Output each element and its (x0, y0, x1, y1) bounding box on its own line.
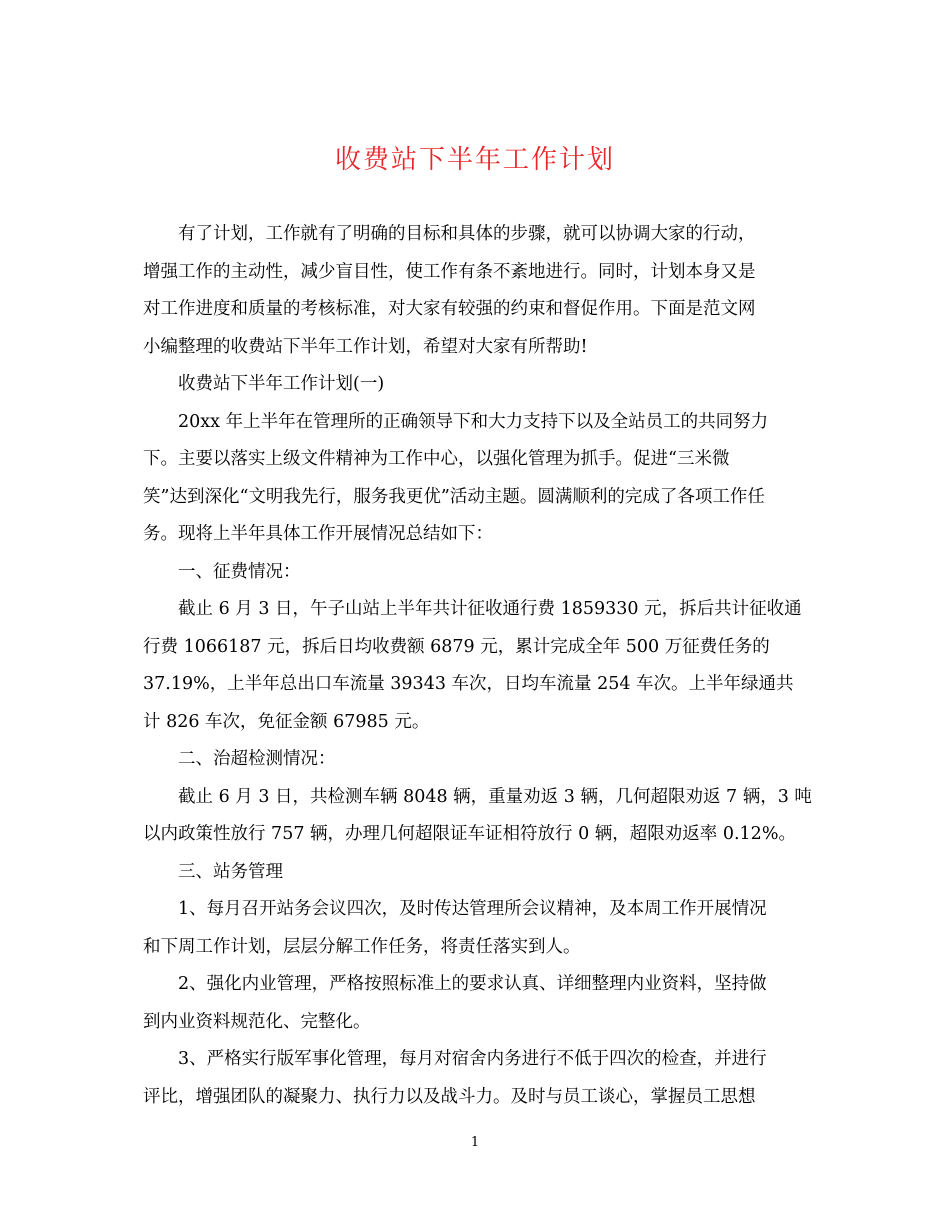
paragraph (143, 1041, 813, 1116)
paragraph-line: 以内政策性放行 757 辆，办理几何超限证车证相符放行 0 辆，超限劝返率 0.12%。 (143, 824, 796, 844)
page-number: 1 (470, 1135, 480, 1150)
paragraph-line: 20xx 年上半年在管理所的正确领导下和大力支持下以及全站员工的共同努力 (178, 411, 769, 432)
paragraph-line: 务。现将上半年具体工作开展情况总结如下： (143, 524, 493, 544)
paragraph-line: 2、强化内业管理，严格按照标准上的要求认真、详细整理内业资料，坚持做 (178, 974, 767, 994)
paragraph-line: 下。主要以落实上级文件精神为工作中心，以强化管理为抓手。促进“三米微 (143, 449, 730, 469)
paragraph-line: 到内业资料规范化、完整化。 (143, 1011, 371, 1032)
paragraph-line: 收费站下半年工作计划(一) (178, 374, 385, 394)
paragraph-line: 笑”达到深化“文明我先行，服务我更优”活动主题。圆满顺利的完成了各项工作任 (143, 486, 765, 507)
document-title: 收费站下半年工作计划 (334, 145, 615, 175)
paragraph-line: 3、严格实行版军事化管理，每月对宿舍内务进行不低于四次的检查，并进行 (178, 1049, 767, 1069)
paragraph-line: 计 826 车次，免征金额 67985 元。 (143, 711, 430, 732)
paragraph-line: 37.19%，上半年总出口车流量 39343 车次，日均车流量 254 车次。上半年绿通共 (143, 674, 794, 694)
paragraph-line: 一、征费情况： (178, 561, 301, 582)
paragraph-line: 截止 6 月 3 日，午子山站上半年共计征收通行费 1859330 元，拆后共计征收通 (178, 599, 802, 619)
paragraph-line: 评比，增强团队的凝聚力、执行力以及战斗力。及时与员工谈心，掌握员工思想 (143, 1086, 756, 1107)
paragraph (143, 966, 813, 1041)
paragraph-line: 截止 6 月 3 日，共检测车辆 8048 辆，重量劝返 3 辆，几何超限劝返 7 辆，3 吨 (178, 786, 812, 807)
paragraph (143, 779, 813, 854)
paragraph (143, 854, 813, 892)
paragraph-line: 小编整理的收费站下半年工作计划，希望对大家有所帮助! (143, 336, 588, 357)
paragraph (143, 741, 813, 779)
paragraph (143, 554, 813, 592)
document-body (143, 216, 813, 1116)
paragraph-line: 行费 1066187 元，拆后日均收费额 6879 元，累计完成全年 500 万征费任务的 (143, 636, 770, 657)
paragraph-line: 和下周工作计划，层层分解工作任务，将责任落实到人。 (143, 936, 581, 957)
paragraph-line: 三、站务管理 (178, 861, 283, 882)
paragraph (143, 591, 813, 741)
paragraph (143, 216, 813, 366)
paragraph-line: 对工作进度和质量的考核标准，对大家有较强的约束和督促作用。下面是范文网 (143, 299, 756, 319)
paragraph (143, 366, 813, 404)
paragraph (143, 404, 813, 554)
paragraph-line: 有了计划，工作就有了明确的目标和具体的步骤，就可以协调大家的行动， (178, 224, 756, 244)
paragraph-line: 1、每月召开站务会议四次，及时传达管理所会议精神，及本周工作开展情况 (178, 899, 767, 919)
paragraph (143, 891, 813, 966)
paragraph-line: 二、治超检测情况： (178, 749, 336, 769)
paragraph-line: 增强工作的主动性，减少盲目性，使工作有条不紊地进行。同时，计划本身又是 (143, 261, 756, 282)
